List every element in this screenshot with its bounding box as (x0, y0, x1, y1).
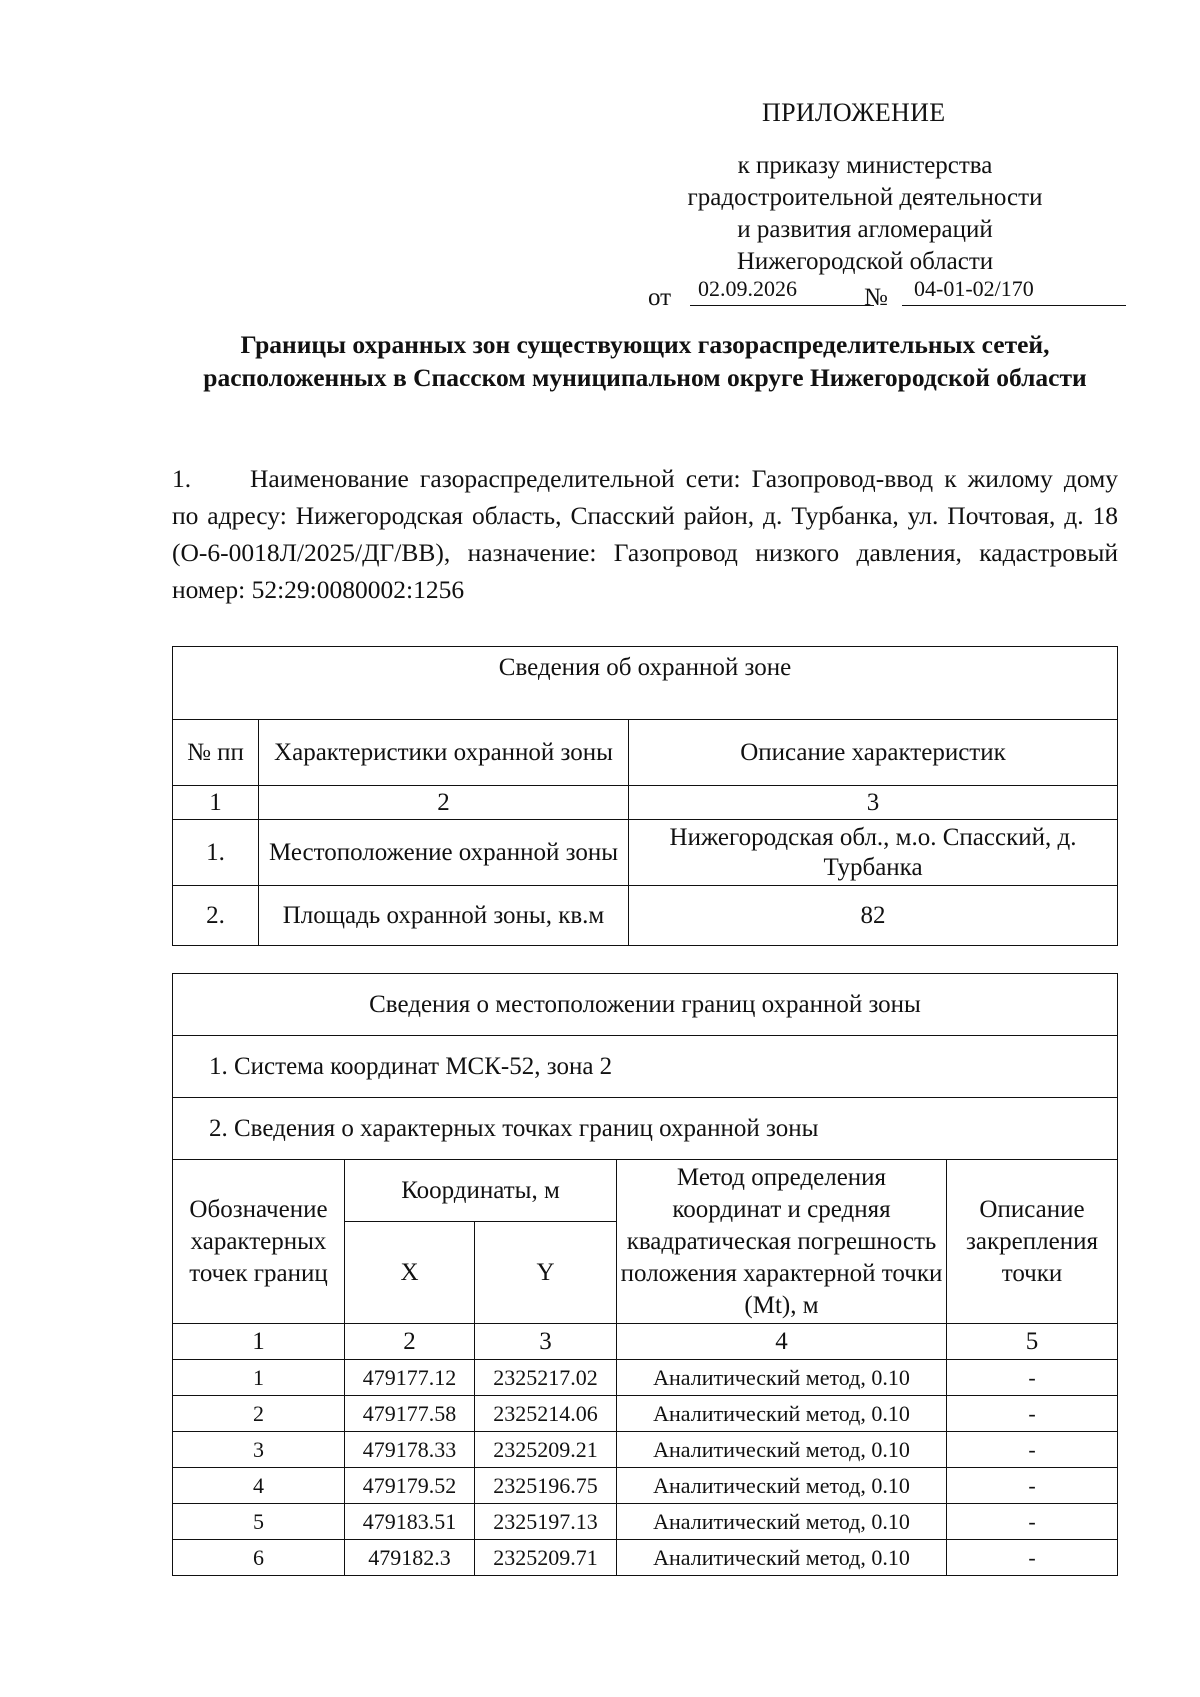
fixation: - (947, 1432, 1118, 1468)
method: Аналитический метод, 0.10 (617, 1360, 947, 1396)
point-id: 5 (173, 1504, 345, 1540)
fixation: - (947, 1360, 1118, 1396)
table-row (173, 1504, 1118, 1540)
coord-y: 2325197.13 (475, 1504, 617, 1540)
appendix-line: Нижегородской области (736, 248, 994, 275)
header-coordinates: Координаты, м (345, 1160, 617, 1222)
boundary-caption: Сведения о местоположении границ охранной зоны (173, 974, 1118, 1036)
point-id: 4 (173, 1468, 345, 1504)
coord-x: 479179.52 (345, 1468, 475, 1504)
table-cell: Нижегородская обл., м.о. Спасский, д. Турбанка (629, 820, 1118, 886)
points-caption: 2. Сведения о характерных точках границ охранной зоны (173, 1098, 1118, 1160)
point-id: 2 (173, 1396, 345, 1432)
coordinate-system: 1. Система координат МСК-52, зона 2 (173, 1036, 1118, 1098)
index-cell: 1 (173, 1324, 345, 1360)
fixation: - (947, 1468, 1118, 1504)
coord-x: 479177.58 (345, 1396, 475, 1432)
fixation: - (947, 1540, 1118, 1576)
index-cell: 4 (617, 1324, 947, 1360)
index-cell: 3 (629, 786, 1118, 820)
table-row (173, 1540, 1118, 1576)
fixation: - (947, 1396, 1118, 1432)
appendix-title: ПРИЛОЖЕНИЕ (762, 98, 946, 127)
header-cell: Характеристики охранной зоны (259, 720, 629, 786)
header-fixation: Описание закрепления точки (947, 1160, 1118, 1324)
header-cell: Описание характеристик (629, 720, 1118, 786)
network-description (172, 460, 1118, 608)
appendix-subtitle (650, 150, 1080, 278)
coord-y: 2325196.75 (475, 1468, 617, 1504)
appendix-line: и развития агломераций (737, 216, 993, 243)
method: Аналитический метод, 0.10 (617, 1504, 947, 1540)
header-cell: № пп (173, 720, 259, 786)
number-label: № (864, 284, 888, 311)
header-x: X (345, 1222, 475, 1324)
table-cell: 1. (173, 820, 259, 886)
fixation: - (947, 1504, 1118, 1540)
zone-info-table (172, 646, 1118, 946)
header-method: Метод определения координат и средняя квадратическая погрешность положения характерной точки (Mt), м (617, 1160, 947, 1324)
coord-x: 479177.12 (345, 1360, 475, 1396)
table-row (173, 1432, 1118, 1468)
header-y: Y (475, 1222, 617, 1324)
date-label: от (648, 284, 672, 311)
paragraph-text: Наименование газораспределительной сети: Газопровод-ввод к жилому дому по адресу: Нижегородская область, Спасский район, д. Турбанка, ул. Почтовая, д. 18 (О-6-0018Л/2025/ДГ/ВВ), назначение: Газопровод низкого давления, кадастровый номер: 52:29:0080002:1256 (172, 464, 1118, 604)
index-cell: 2 (345, 1324, 475, 1360)
zone-info-caption: Сведения об охранной зоне (173, 647, 1118, 720)
coord-y: 2325209.71 (475, 1540, 617, 1576)
table-cell: Площадь охранной зоны, кв.м (259, 886, 629, 946)
method: Аналитический метод, 0.10 (617, 1432, 947, 1468)
paragraph-number: 1. (172, 464, 192, 493)
index-cell: 2 (259, 786, 629, 820)
order-date-number-line (648, 276, 1128, 312)
index-cell: 5 (947, 1324, 1118, 1360)
order-date-field: 02.09.2026 (690, 276, 874, 306)
coord-y: 2325214.06 (475, 1396, 617, 1432)
table-row (173, 1396, 1118, 1432)
appendix-line: градостроительной деятельности (687, 184, 1043, 211)
index-cell: 3 (475, 1324, 617, 1360)
table-cell: 2. (173, 886, 259, 946)
order-number-field: 04-01-02/170 (902, 276, 1126, 306)
table-cell: 82 (629, 886, 1118, 946)
coord-x: 479183.51 (345, 1504, 475, 1540)
method: Аналитический метод, 0.10 (617, 1396, 947, 1432)
table-cell: Местоположение охранной зоны (259, 820, 629, 886)
appendix-line: к приказу министерства (737, 152, 993, 179)
point-id: 6 (173, 1540, 345, 1576)
document-heading: Границы охранных зон существующих газораспределительных сетей, расположенных в Спасском муниципальном округе Нижегородской области (203, 330, 1087, 392)
table-row (173, 886, 1118, 946)
point-id: 3 (173, 1432, 345, 1468)
table-row (173, 1360, 1118, 1396)
header-points: Обозначение характерных точек границ (173, 1160, 345, 1324)
coord-x: 479178.33 (345, 1432, 475, 1468)
boundary-points-table (172, 973, 1118, 1576)
point-id: 1 (173, 1360, 345, 1396)
table-row (173, 820, 1118, 886)
method: Аналитический метод, 0.10 (617, 1540, 947, 1576)
table-row (173, 1468, 1118, 1504)
coord-y: 2325217.02 (475, 1360, 617, 1396)
coord-y: 2325209.21 (475, 1432, 617, 1468)
method: Аналитический метод, 0.10 (617, 1468, 947, 1504)
index-cell: 1 (173, 786, 259, 820)
coord-x: 479182.3 (345, 1540, 475, 1576)
